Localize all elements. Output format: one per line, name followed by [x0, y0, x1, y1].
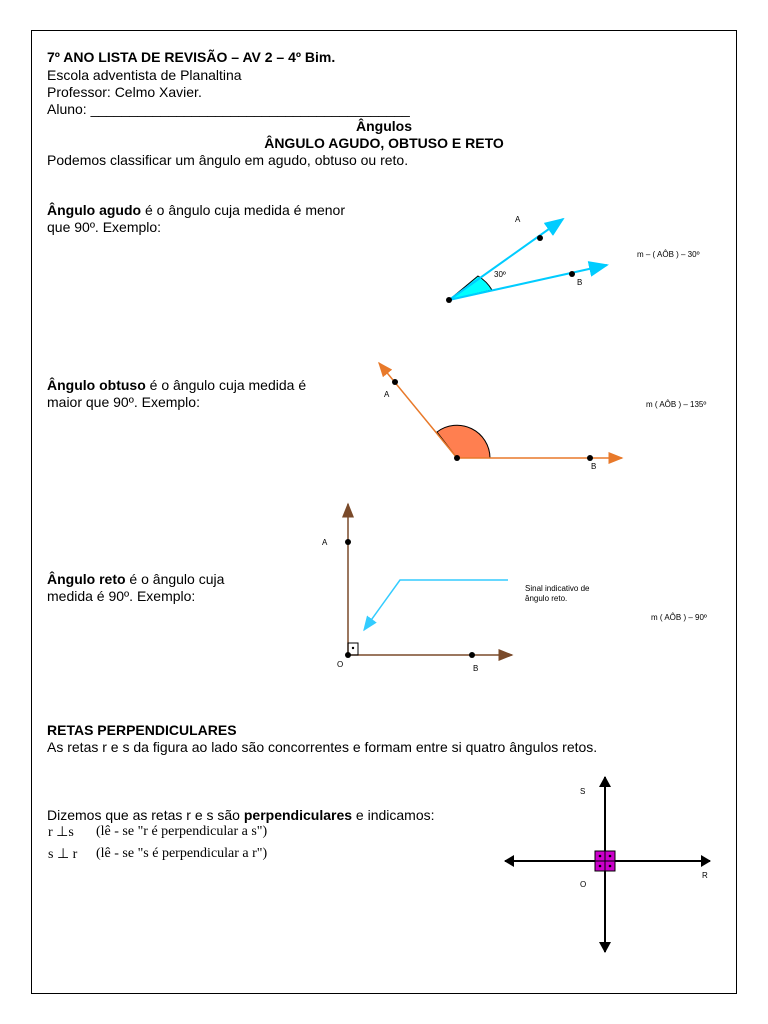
agudo-point-a [537, 235, 543, 241]
agudo-label-b: B [577, 278, 583, 287]
agudo-measure: m – ( AÔB ) – 30º [637, 250, 700, 259]
obtuso-angle-fill [437, 425, 490, 458]
notation2-symbol: s ⊥ r [48, 847, 78, 862]
perpendiculares-heading: RETAS PERPENDICULARES [47, 722, 237, 738]
perp-text2-bold: perpendiculares [243, 807, 353, 823]
line-r-arrow-left [504, 855, 514, 867]
reto-point-a [345, 539, 351, 545]
teacher-name: Professor: Celmo Xavier. [47, 84, 202, 100]
section-intro: Podemos classificar um ângulo em agudo, obtuso ou reto. [47, 152, 409, 168]
obtuso-label-b: B [591, 462, 597, 471]
obtuso-text1: é o ângulo cuja medida é [145, 377, 307, 393]
reto-term: Ângulo reto [47, 571, 126, 587]
perp-label-o: O [580, 880, 587, 889]
perpendiculares-text: As retas r e s da figura ao lado são concorrentes e formam entre si quatro ângulos retos. [47, 739, 598, 755]
school-name: Escola adventista de Planaltina [47, 67, 242, 83]
line-s-arrow-up [599, 776, 611, 787]
agudo-label-a: A [515, 215, 521, 224]
signal-note-line2: ângulo reto. [525, 594, 568, 603]
line-r-arrow-right [701, 855, 711, 867]
right-angle-dot [352, 647, 354, 649]
obtuso-point-b [587, 455, 593, 461]
obtuso-definition-line2: maior que 90º. Exemplo: [47, 394, 200, 410]
obtuso-measure: m ( AÔB ) – 135º [646, 400, 707, 409]
perpendicular-figure [504, 776, 711, 953]
student-field: Aluno: _________________________________________ [47, 101, 410, 117]
obtuso-vertex [454, 455, 460, 461]
obtuso-term: Ângulo obtuso [47, 377, 146, 393]
signal-note-line1: Sinal indicativo de [525, 584, 590, 593]
perp-text2-a: Dizemos que as retas r e s são [47, 807, 244, 823]
reto-point-b [469, 652, 475, 658]
signal-arrow [364, 580, 508, 630]
obtuso-point-a [392, 379, 398, 385]
reto-label-a: A [322, 538, 328, 547]
reto-label-o: O [337, 660, 344, 669]
obtuso-figure [379, 363, 622, 461]
agudo-point-b [569, 271, 575, 277]
reto-label-b: B [473, 664, 479, 673]
agudo-vertex [446, 297, 452, 303]
reto-definition-line2: medida é 90º. Exemplo: [47, 588, 196, 604]
agudo-definition-line2: que 90º. Exemplo: [47, 219, 162, 235]
section-heading-types: ÂNGULO AGUDO, OBTUSO E RETO [264, 135, 504, 151]
perp-label-r: R [702, 871, 708, 880]
obtuso-ray-oa [379, 363, 457, 458]
perp-label-s: S [580, 787, 586, 796]
line-s-arrow-down [599, 942, 611, 953]
agudo-angle-label: 30º [494, 270, 506, 279]
reto-figure [345, 504, 512, 658]
agudo-figure [446, 219, 607, 303]
reto-text1: é o ângulo cuja [125, 571, 225, 587]
obtuso-label-a: A [384, 390, 390, 399]
page-title: 7º ANO LISTA DE REVISÃO – AV 2 – 4º Bim. [47, 49, 336, 65]
agudo-text1: é o ângulo cuja medida é menor [141, 202, 346, 218]
reto-measure: m ( AÔB ) – 90º [651, 613, 707, 622]
reto-vertex [345, 652, 351, 658]
agudo-term: Ângulo agudo [47, 202, 142, 218]
perp-text2-b: e indicamos: [352, 807, 435, 823]
notation1-reading: (lê - se "r é perpendicular a s") [96, 824, 268, 839]
notation1-symbol: r ⊥s [48, 825, 74, 840]
notation2-reading: (lê - se "s é perpendicular a r") [96, 846, 268, 861]
section-heading-angulos: Ângulos [356, 118, 412, 134]
